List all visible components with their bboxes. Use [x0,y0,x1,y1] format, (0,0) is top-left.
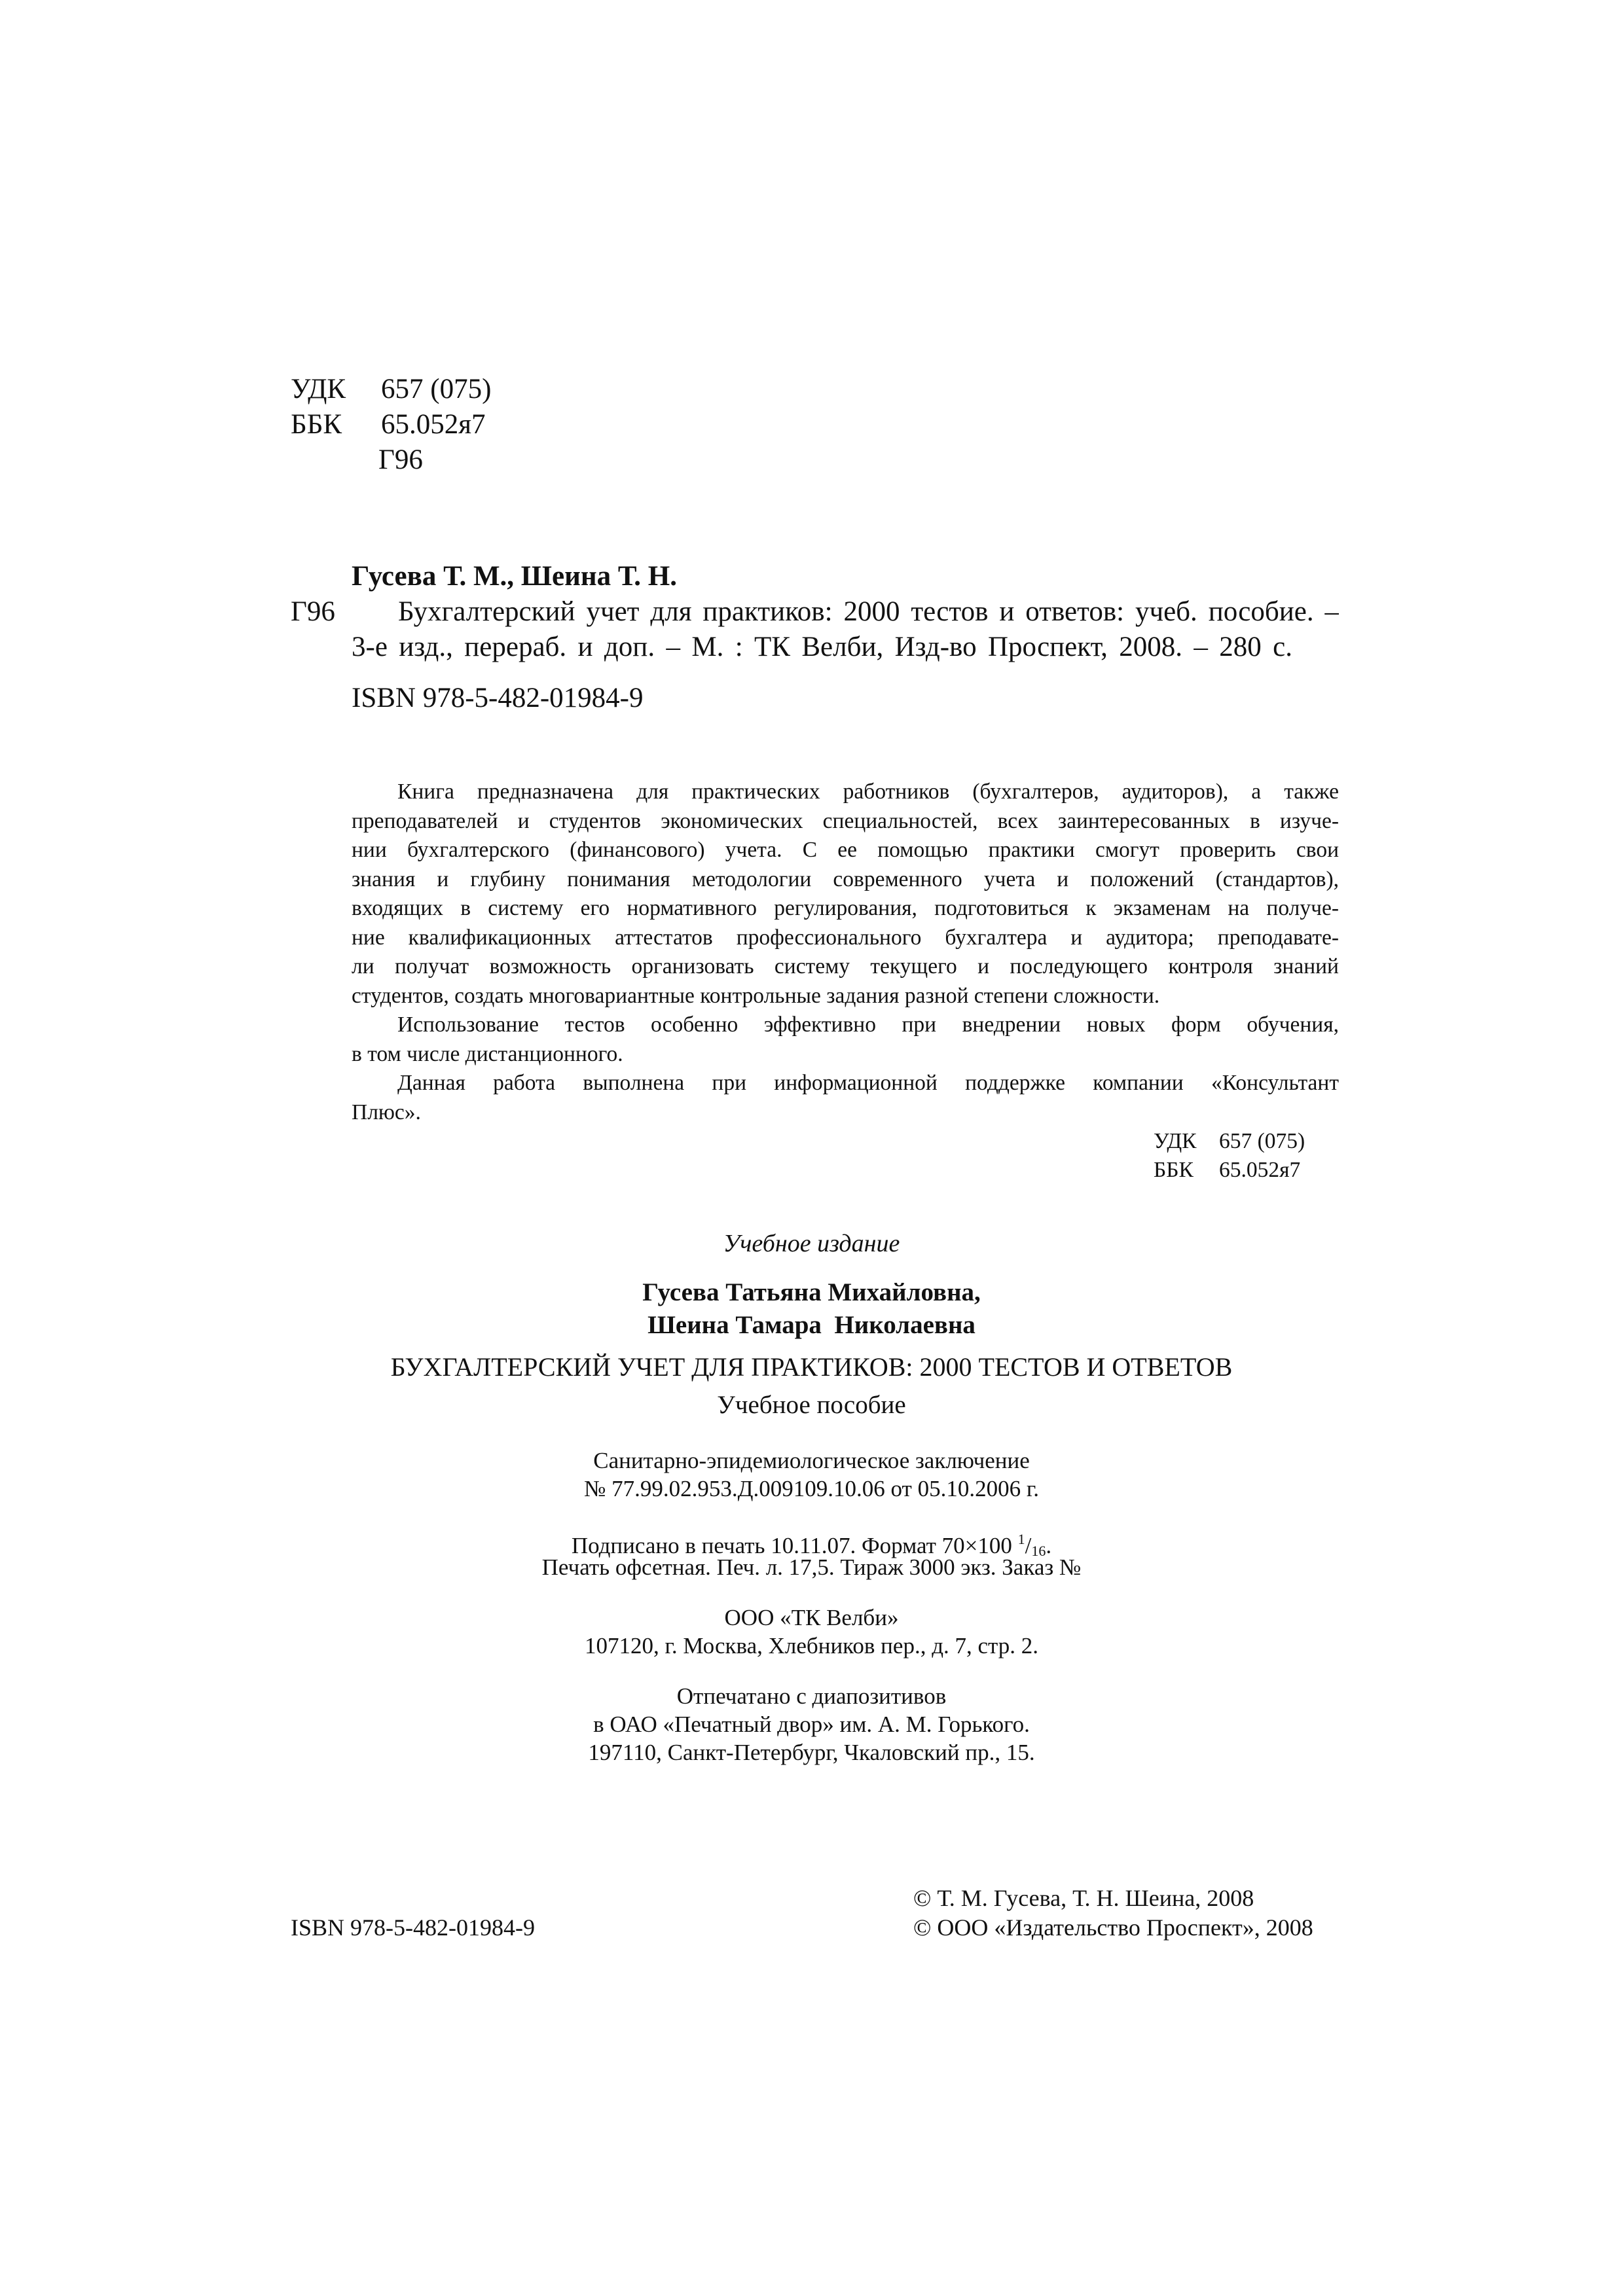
annotation-line: ние квалификационных аттестатов профессионального бухгалтера и аудитора; преподавате- [352,925,1339,950]
catalog-isbn: ISBN 978-5-482-01984-9 [352,683,644,713]
catalog-line-2: 3-е изд., перераб. и доп. – М. : ТК Велби, Изд-во Проспект, 2008. – 280 с. [352,632,1292,662]
imprint-author-1: Гусева Татьяна Михайловна, [642,1278,981,1306]
format-fraction-numerator: 1 [1017,1531,1025,1547]
imprint-subtitle: Учебное пособие [717,1391,906,1419]
format-fraction-denominator: 16 [1031,1543,1046,1559]
publisher-address: 107120, г. Москва, Хлебников пер., д. 7, стр. 2. [584,1633,1039,1659]
author-sign: Г96 [378,444,423,475]
imprint-author-2: Шеина Тамара Николаевна [647,1311,976,1339]
footer-isbn: ISBN 978-5-482-01984-9 [291,1914,535,1941]
copyright-authors: © Т. М. Гусева, Т. Н. Шеина, 2008 [913,1885,1254,1911]
bbk-label: ББК [291,409,342,440]
bbk-value: 65.052я7 [381,409,486,440]
udk-value: 657 (075) [381,374,492,404]
annotation [352,778,1339,1127]
catalog-sign: Г96 [291,596,335,627]
annotation-line: знания и глубину понимания методологии современного учета и положений (стандартов), [352,867,1339,891]
publisher-name: ООО «ТК Велби» [724,1605,899,1630]
annotation-line: Данная работа выполнена при информационной поддержке компании «Консультант [397,1071,1339,1095]
annotation-line: Книга предназначена для практических работников (бухгалтеров, аудиторов), а также [397,780,1339,804]
print-details-end: . [1046,1533,1052,1558]
copyright-publisher: © ООО «Издательство Проспект», 2008 [913,1914,1313,1941]
catalog-line-1: Бухгалтерский учет для практиков: 2000 тестов и ответов: учеб. пособие. – [398,596,1339,627]
sanitary-line-2: № 77.99.02.953.Д.009109.10.06 от 05.10.2006 г. [583,1476,1039,1501]
annotation-bbk-label: ББК [1154,1158,1194,1182]
annotation-line: студентов, создать многовариантные контрольные задания разной степени сложности. [352,983,1160,1008]
annotation-bbk-value: 65.052я7 [1219,1158,1301,1182]
sanitary-line-1: Санитарно-эпидемиологическое заключение [593,1448,1030,1473]
udk-label: УДК [291,374,346,404]
annotation-line: ли получат возможность организовать систему текущего и последующего контроля знаний [352,954,1339,978]
annotation-udk-label: УДК [1154,1129,1197,1153]
annotation-line: в том числе дистанционного. [352,1041,623,1066]
print-details-text: Подписано в печать 10.11.07. Формат 70×100 [571,1533,1018,1558]
annotation-line: Плюс». [352,1100,421,1124]
catalog-authors: Гусева Т. М., Шеина Т. Н. [352,561,677,592]
printer-line-1: Отпечатано с диапозитивов [676,1683,947,1709]
annotation-line: преподавателей и студентов экономических специальностей, всех заинтересованных в изуче- [352,808,1339,833]
annotation-line: входящих в систему его нормативного регулирования, подготовиться к экзаменам на получе- [352,896,1339,920]
print-details-line-2: Печать офсетная. Печ. л. 17,5. Тираж 3000 экз. Заказ № [541,1554,1082,1580]
print-details-line-1: Подписано в печать 10.11.07. Формат 70×100 $^1/_{16}$. [571,1531,1052,1559]
edition-type: Учебное издание [723,1230,900,1257]
annotation-line: нии бухгалтерского (финансового) учета. С ее помощью практики смогут проверить свои [352,838,1339,862]
annotation-udk-value: 657 (075) [1219,1129,1305,1153]
imprint-title: БУХГАЛТЕРСКИЙ УЧЕТ ДЛЯ ПРАКТИКОВ: 2000 ТЕСТОВ И ОТВЕТОВ [390,1352,1233,1382]
annotation-line: Использование тестов особенно эффективно при внедрении новых форм обучения, [397,1013,1339,1037]
printer-line-2: в ОАО «Печатный двор» им. А. М. Горького. [593,1712,1030,1737]
printer-line-3: 197110, Санкт-Петербург, Чкаловский пр., 15. [588,1740,1035,1765]
